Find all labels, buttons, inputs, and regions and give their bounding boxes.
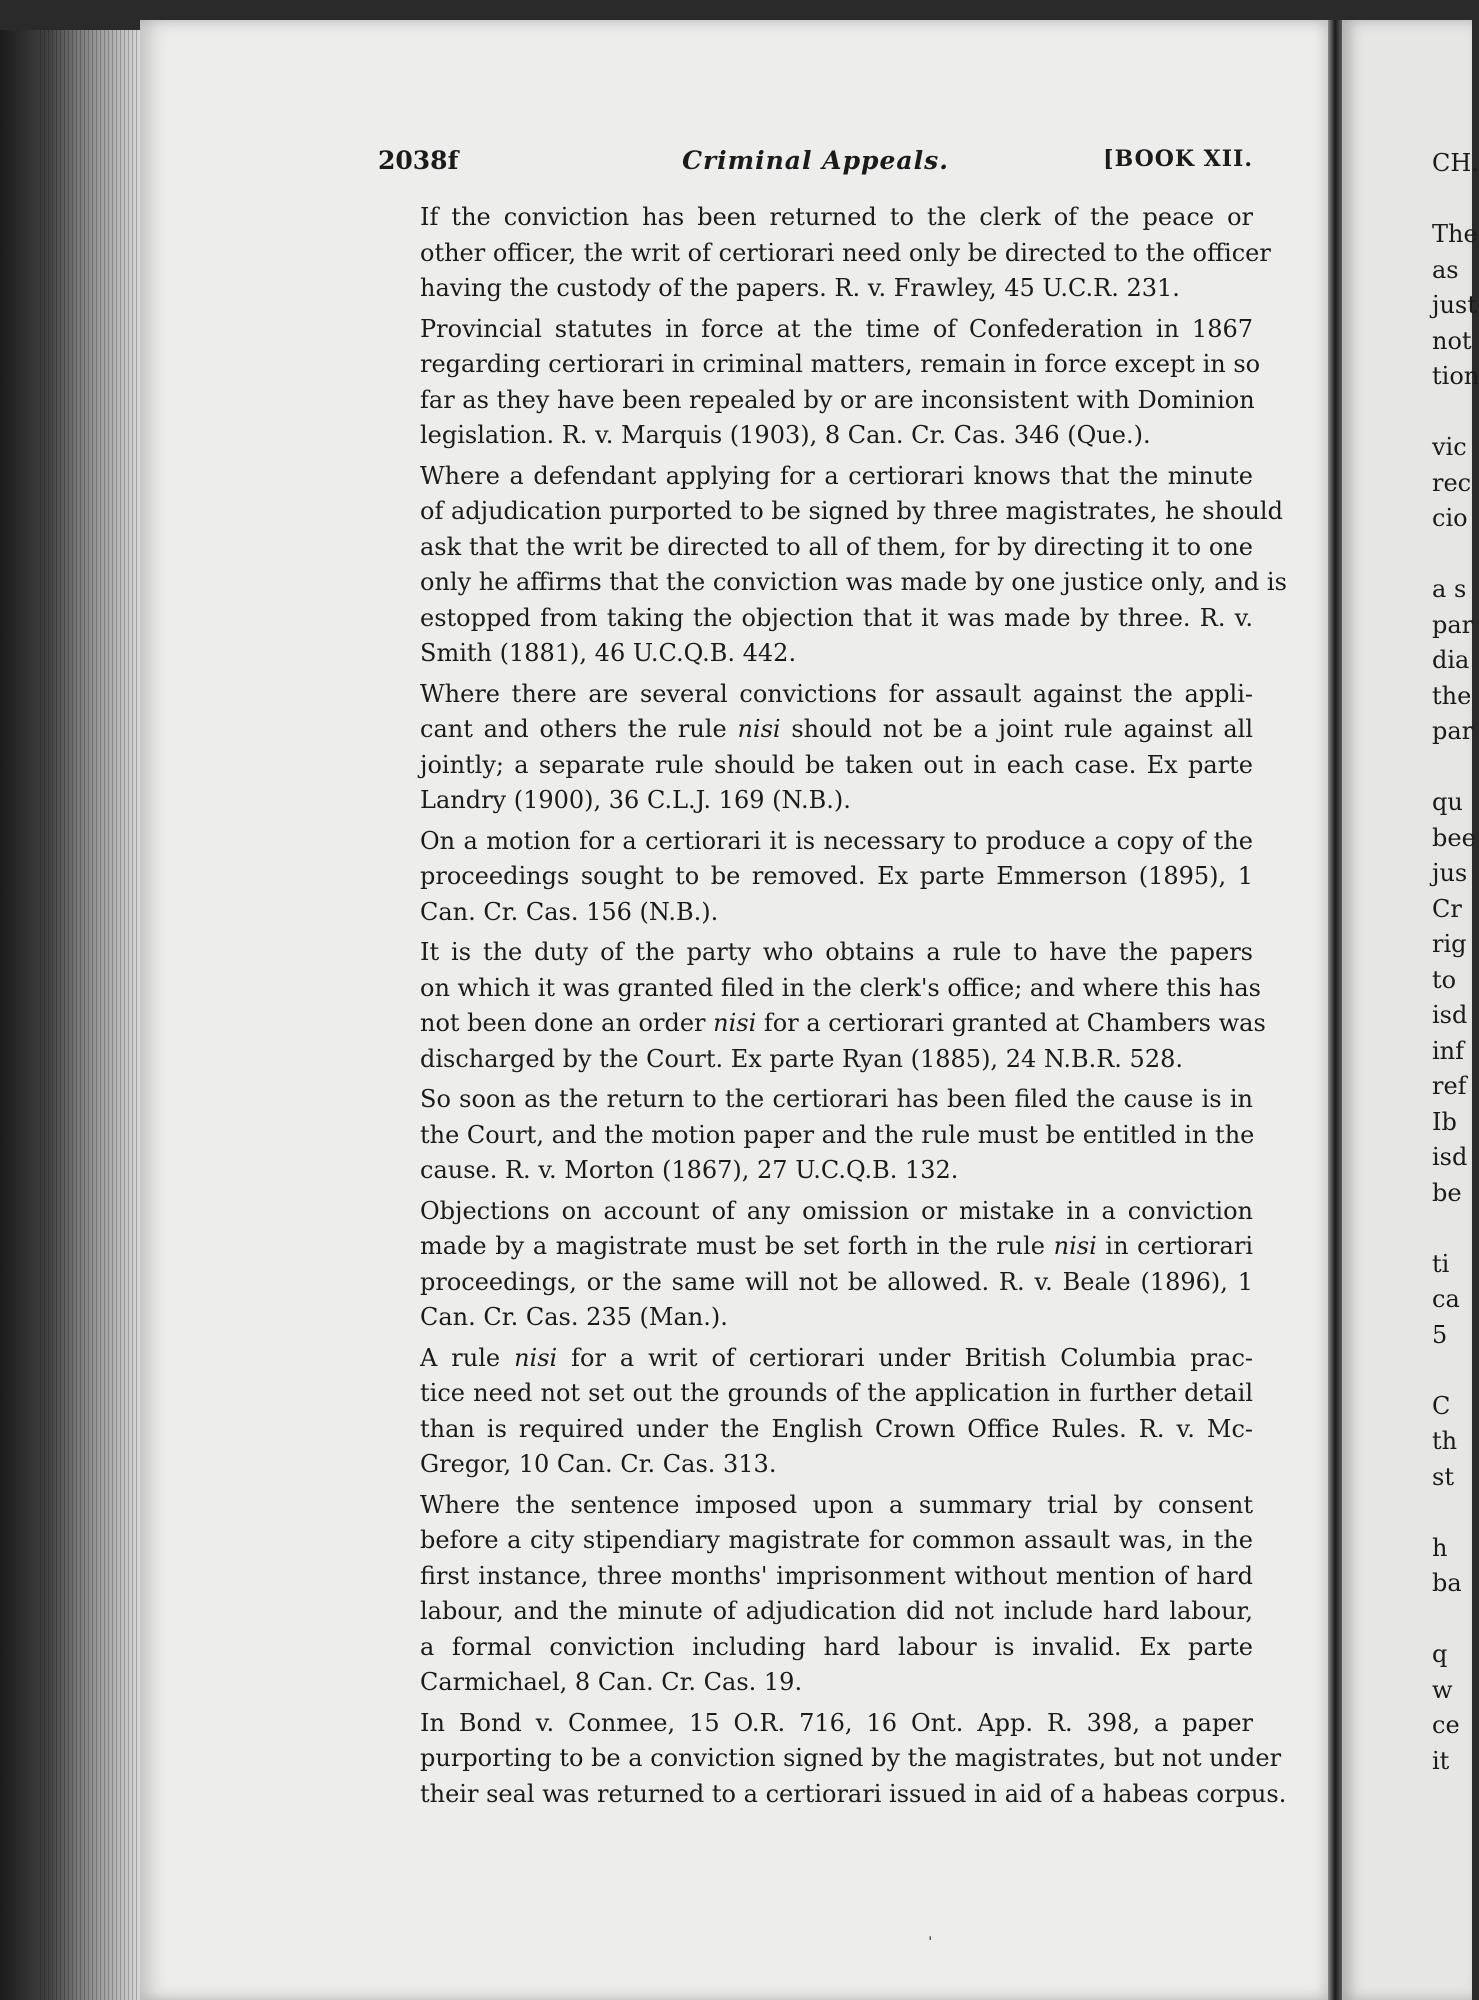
text-line: Where the sentence imposed upon a summary trial by consent bbox=[420, 1490, 1253, 1519]
fragment-line: inf bbox=[1432, 1036, 1465, 1065]
text-line: proceedings, or the same will not be allowed. R. v. Beale (1896), 1 bbox=[420, 1267, 1253, 1296]
fragment-line: par bbox=[1432, 717, 1474, 745]
text-line: only he affirms that the conviction was made by one justice only, and is bbox=[420, 568, 1287, 596]
text-line: of adjudication purported to be signed by three magistrates, he should bbox=[420, 497, 1283, 525]
fragment-line: cio bbox=[1432, 504, 1468, 532]
fragment-line: it bbox=[1432, 1746, 1450, 1775]
fragment-line: ti bbox=[1432, 1249, 1450, 1278]
paragraph bbox=[378, 824, 1253, 931]
text-line: far as they have been repealed by or are inconsistent with Dominion bbox=[420, 385, 1255, 414]
text-line: If the conviction has been returned to the clerk of the peace or bbox=[420, 203, 1253, 231]
fragment-line: ref bbox=[1432, 1072, 1467, 1100]
text-line: made by a magistrate must be set forth in the rule nisi in certiorari bbox=[420, 1232, 1253, 1260]
fragment-line: isd bbox=[1432, 1001, 1468, 1029]
text-line: Where there are several convictions for assault against the appli- bbox=[420, 679, 1253, 708]
fragment-line: tion bbox=[1432, 362, 1479, 390]
text-line: discharged by the Court. Ex parte Ryan (1885), 24 N.B.R. 528. bbox=[420, 1044, 1183, 1073]
text-line: purporting to be a conviction signed by the magistrates, but not under bbox=[420, 1744, 1282, 1772]
fragment-line: the bbox=[1432, 681, 1472, 710]
fragment-line: qu bbox=[1432, 788, 1463, 816]
fragment-line bbox=[1432, 750, 1472, 786]
text-line: labour, and the minute of adjudication did not include hard labour, bbox=[420, 1597, 1253, 1625]
paragraph bbox=[378, 200, 1271, 307]
text-line: other officer, the writ of certiorari need only be directed to the officer bbox=[420, 238, 1271, 267]
text-line: cant and others the rule nisi should not be a joint rule against all bbox=[420, 715, 1253, 743]
text-line: before a city stipendiary magistrate for common assault was, in the bbox=[420, 1526, 1253, 1554]
fragment-line: rig bbox=[1432, 930, 1467, 958]
fragment-line: dia bbox=[1432, 646, 1470, 674]
text-line: jointly; a separate rule should be taken out in each case. Ex parte bbox=[420, 750, 1253, 779]
running-header bbox=[378, 146, 1253, 186]
fragment-line: 5 bbox=[1432, 1320, 1448, 1349]
fragment-line bbox=[1432, 1353, 1472, 1389]
text-line: On a motion for a certiorari it is necessary to produce a copy of the bbox=[420, 826, 1253, 855]
fragment-line: ba bbox=[1432, 1569, 1462, 1597]
fragment-line: w bbox=[1432, 1675, 1453, 1704]
text-line: first instance, three months' imprisonment without mention of hard bbox=[420, 1561, 1253, 1590]
text-line: A rule nisi for a writ of certiorari under British Columbia prac- bbox=[420, 1343, 1253, 1372]
book-gutter bbox=[1328, 20, 1342, 2000]
paragraph bbox=[378, 1194, 1253, 1336]
fragment-line: st bbox=[1432, 1462, 1454, 1491]
fragment-line: par bbox=[1432, 610, 1474, 639]
text-line: cause. R. v. Morton (1867), 27 U.C.Q.B. 132. bbox=[420, 1156, 959, 1184]
fragment-line: C bbox=[1432, 1391, 1451, 1420]
text-line: their seal was returned to a certiorari issued in aid of a habeas corpus. bbox=[420, 1779, 1287, 1808]
paragraph bbox=[378, 1706, 1287, 1813]
text-line: Can. Cr. Cas. 235 (Man.). bbox=[420, 1303, 728, 1331]
fragment-line: bee bbox=[1432, 823, 1476, 852]
page-number: 2038f bbox=[378, 146, 459, 175]
fragment-line: isd bbox=[1432, 1143, 1468, 1171]
text-line: than is required under the English Crown Office Rules. R. v. Mc- bbox=[420, 1414, 1253, 1443]
text-line: a formal conviction including hard labour is invalid. Ex parte bbox=[420, 1632, 1253, 1661]
fragment-line: th bbox=[1432, 1427, 1458, 1455]
fragment-line: jus bbox=[1432, 859, 1468, 887]
text-line: In Bond v. Conmee, 15 O.R. 716, 16 Ont. App. R. 398, a paper bbox=[420, 1708, 1253, 1737]
book-reference: [BOOK XII. bbox=[1103, 146, 1253, 172]
text-line: Smith (1881), 46 U.C.Q.B. 442. bbox=[420, 639, 797, 667]
fragment-line: CH. bbox=[1432, 149, 1479, 177]
paragraph bbox=[378, 1341, 1253, 1483]
page-edges bbox=[40, 30, 140, 2000]
paragraph bbox=[378, 677, 1253, 819]
text-line: Carmichael, 8 Can. Cr. Cas. 19. bbox=[420, 1668, 803, 1696]
paragraph bbox=[378, 1488, 1253, 1701]
fragment-line bbox=[1432, 395, 1472, 431]
ink-speck: ˌ bbox=[928, 1923, 933, 1942]
right-page-text-fragments bbox=[1432, 146, 1479, 1779]
fragment-line: q bbox=[1432, 1640, 1448, 1668]
paragraph bbox=[378, 935, 1266, 1077]
running-title: Criminal Appeals. bbox=[682, 146, 949, 175]
fragment-line: not bbox=[1432, 326, 1472, 355]
text-line: on which it was granted filed in the clerk's office; and where this has bbox=[420, 973, 1261, 1002]
text-line: estopped from taking the objection that it was made by three. R. v. bbox=[420, 603, 1253, 632]
fragment-line: ca bbox=[1432, 1285, 1460, 1313]
fragment-line: a s bbox=[1432, 575, 1467, 603]
fragment-line: vic bbox=[1432, 433, 1467, 461]
text-line: Can. Cr. Cas. 156 (N.B.). bbox=[420, 897, 719, 926]
fragment-line bbox=[1432, 182, 1472, 218]
fragment-line bbox=[1432, 1495, 1472, 1531]
text-line: regarding certiorari in criminal matters, remain in force except in so bbox=[420, 350, 1261, 378]
fragment-line: to bbox=[1432, 965, 1457, 994]
text-line: Where a defendant applying for a certiorari knows that the minute bbox=[420, 461, 1253, 490]
fragment-line: as bbox=[1432, 255, 1459, 284]
fragment-line: just bbox=[1432, 291, 1477, 319]
text-line: the Court, and the motion paper and the rule must be entitled in the bbox=[420, 1120, 1255, 1149]
fragment-line: ce bbox=[1432, 1711, 1460, 1739]
paragraph bbox=[378, 1082, 1253, 1189]
text-line: legislation. R. v. Marquis (1903), 8 Can. Cr. Cas. 346 (Que.). bbox=[420, 421, 1151, 449]
fragment-line: Ib bbox=[1432, 1107, 1457, 1136]
text-line: It is the duty of the party who obtains a rule to have the papers bbox=[420, 938, 1253, 966]
text-line: tice need not set out the grounds of the application in further detail bbox=[420, 1379, 1253, 1407]
page-body-text bbox=[378, 200, 1287, 1817]
paragraph bbox=[378, 459, 1287, 672]
fragment-line bbox=[1432, 537, 1472, 573]
text-line: Landry (1900), 36 C.L.J. 169 (N.B.). bbox=[420, 786, 851, 814]
fragment-line: Cr bbox=[1432, 894, 1462, 923]
text-line: Gregor, 10 Can. Cr. Cas. 313. bbox=[420, 1450, 777, 1478]
fragment-line: rec bbox=[1432, 468, 1472, 497]
text-line: Objections on account of any omission or mistake in a conviction bbox=[420, 1196, 1253, 1225]
fragment-line bbox=[1432, 1211, 1472, 1247]
paragraph bbox=[378, 312, 1261, 454]
text-line: So soon as the return to the certiorari has been filed the cause is in bbox=[420, 1085, 1253, 1113]
text-line: proceedings sought to be removed. Ex parte Emmerson (1895), 1 bbox=[420, 862, 1253, 890]
text-line: Provincial statutes in force at the time of Confederation in 1867 bbox=[420, 314, 1253, 343]
fragment-line: be bbox=[1432, 1178, 1462, 1207]
text-line: having the custody of the papers. R. v. Frawley, 45 U.C.R. 231. bbox=[420, 274, 1180, 302]
text-line: ask that the writ be directed to all of them, for by directing it to one bbox=[420, 532, 1253, 561]
fragment-line bbox=[1432, 1602, 1472, 1638]
fragment-line: The bbox=[1432, 220, 1478, 248]
text-line: not been done an order nisi for a certiorari granted at Chambers was bbox=[420, 1009, 1266, 1037]
fragment-line: h bbox=[1432, 1533, 1448, 1562]
